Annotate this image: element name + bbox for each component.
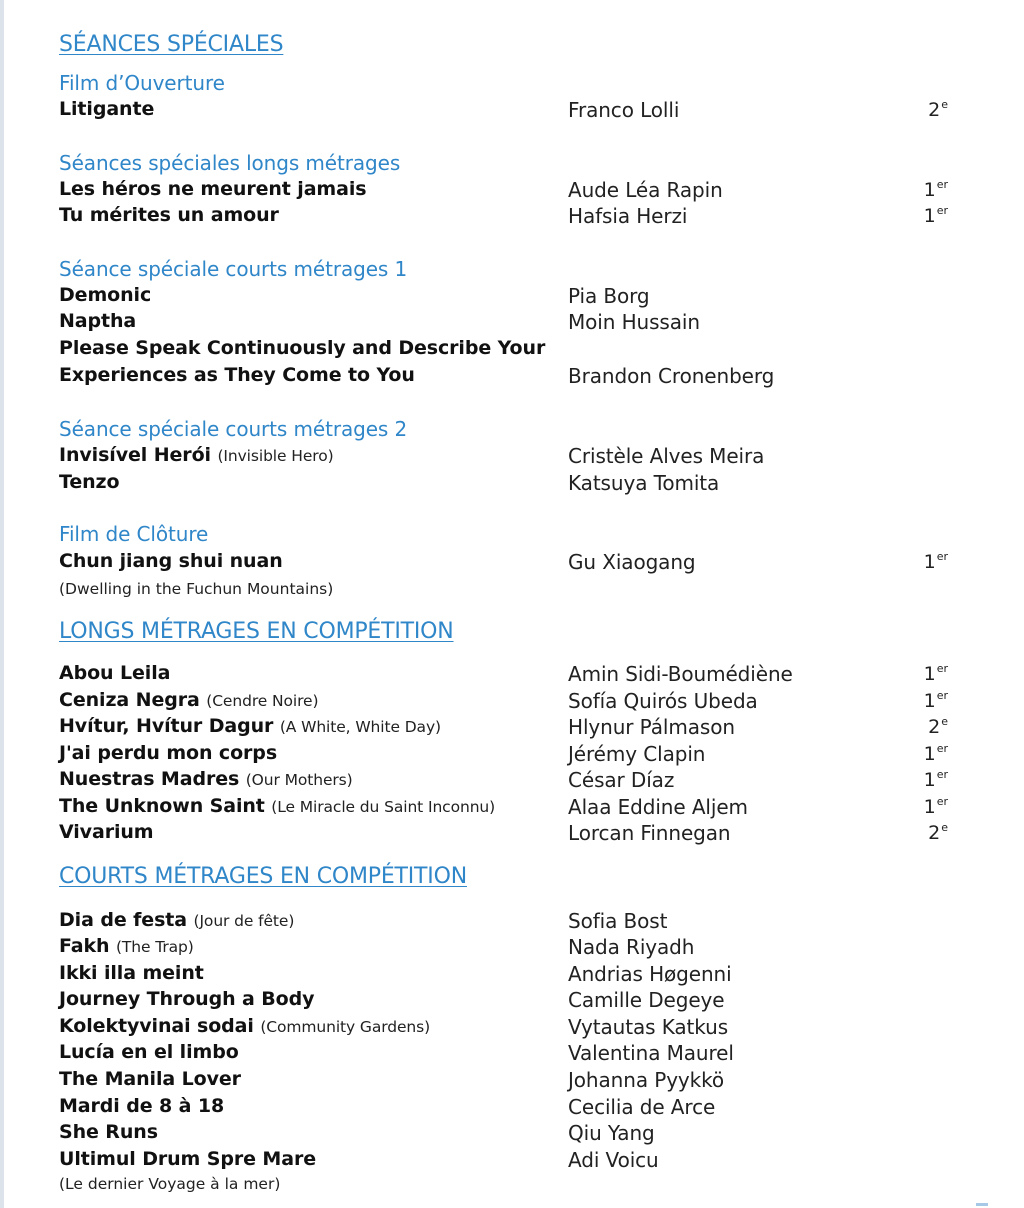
subheading-opening-film: Film d’Ouverture: [59, 71, 225, 95]
film-title: J'ai perdu mon corps: [59, 742, 278, 764]
film-title: The Manila Lover: [59, 1068, 241, 1090]
film-title: Chun jiang shui nuan: [59, 550, 283, 572]
film-title: Kolektyvinai sodai (Community Gardens): [59, 1015, 431, 1037]
film-note: (Dwelling in the Fuchun Mountains): [59, 580, 334, 598]
film-title: Mardi de 8 à 18: [59, 1095, 225, 1117]
film-title: Demonic: [59, 284, 152, 306]
subheading-special-shorts-2: Séance spéciale courts métrages 2: [59, 417, 408, 441]
section-heading-special: SÉANCES SPÉCIALES: [59, 32, 284, 57]
film-title: Ceniza Negra (Cendre Noire): [59, 689, 319, 711]
film-rank: 1er: [923, 768, 948, 791]
film-title: Vivarium: [59, 821, 154, 843]
film-translation: (Jour de fête): [193, 912, 295, 930]
film-rank: 1er: [923, 204, 948, 227]
film-director: Alaa Eddine Aljem: [568, 795, 748, 819]
film-title: Invisível Herói (Invisible Hero): [59, 444, 334, 466]
film-title: Les héros ne meurent jamais: [59, 178, 367, 200]
film-title: Lucía en el limbo: [59, 1041, 239, 1063]
film-director: Moin Hussain: [568, 310, 700, 334]
film-translation: (Community Gardens): [260, 1018, 431, 1036]
film-director: Brandon Cronenberg: [568, 364, 775, 388]
section-heading-features: LONGS MÉTRAGES EN COMPÉTITION: [59, 619, 454, 644]
film-rank: 2e: [928, 98, 948, 121]
film-title: Please Speak Continuously and Describe Your: [59, 337, 546, 359]
film-director: Cristèle Alves Meira: [568, 444, 765, 468]
film-title: Ultimul Drum Spre Mare: [59, 1148, 317, 1170]
film-director: Katsuya Tomita: [568, 471, 720, 495]
film-title: Tenzo: [59, 471, 120, 493]
film-title-line2: Experiences as They Come to You: [59, 364, 415, 386]
film-director: Hafsia Herzi: [568, 204, 688, 228]
film-rank: 1er: [923, 742, 948, 765]
film-translation: (A White, White Day): [279, 718, 441, 736]
film-rank: 1er: [923, 550, 948, 573]
film-rank: 1er: [923, 689, 948, 712]
film-title: Litigante: [59, 98, 155, 120]
film-note: (Le dernier Voyage à la mer): [59, 1175, 281, 1193]
film-rank: 1er: [923, 795, 948, 818]
page-corner-mark: [976, 1203, 988, 1206]
film-rank: 1er: [923, 178, 948, 201]
film-title: Ikki illa meint: [59, 962, 204, 984]
film-director: Franco Lolli: [568, 98, 680, 122]
film-director: Camille Degeye: [568, 988, 725, 1012]
film-title: Journey Through a Body: [59, 988, 315, 1010]
film-title: Dia de festa (Jour de fête): [59, 909, 295, 931]
section-heading-shorts: COURTS MÉTRAGES EN COMPÉTITION: [59, 864, 467, 889]
page-edge: [0, 0, 4, 1208]
film-director: Johanna Pyykkö: [568, 1068, 725, 1092]
film-director: Vytautas Katkus: [568, 1015, 729, 1039]
film-title: Tu mérites un amour: [59, 204, 279, 226]
film-translation: (Le Miracle du Saint Inconnu): [271, 798, 496, 816]
film-translation: (Cendre Noire): [206, 692, 319, 710]
film-title: Fakh (The Trap): [59, 935, 194, 957]
film-director: Cecilia de Arce: [568, 1095, 716, 1119]
subheading-special-features: Séances spéciales longs métrages: [59, 151, 401, 175]
film-director: Lorcan Finnegan: [568, 821, 731, 845]
film-director: Amin Sidi-Boumédiène: [568, 662, 793, 686]
film-title: Abou Leila: [59, 662, 171, 684]
film-title: Hvítur, Hvítur Dagur (A White, White Day): [59, 715, 441, 737]
film-director: Jérémy Clapin: [568, 742, 706, 766]
film-rank: 1er: [923, 662, 948, 685]
subheading-special-shorts-1: Séance spéciale courts métrages 1: [59, 257, 408, 281]
film-director: Sofía Quirós Ubeda: [568, 689, 758, 713]
film-director: Qiu Yang: [568, 1121, 655, 1145]
film-translation: (The Trap): [115, 938, 194, 956]
film-director: Sofia Bost: [568, 909, 668, 933]
subheading-closing-film: Film de Clôture: [59, 522, 209, 546]
film-director: Nada Riyadh: [568, 935, 695, 959]
film-director: Gu Xiaogang: [568, 550, 696, 574]
film-title: The Unknown Saint (Le Miracle du Saint Inconnu): [59, 795, 496, 817]
film-director: Pia Borg: [568, 284, 650, 308]
film-title: Nuestras Madres (Our Mothers): [59, 768, 353, 790]
film-director: Valentina Maurel: [568, 1041, 734, 1065]
film-rank: 2e: [928, 821, 948, 844]
film-rank: 2e: [928, 715, 948, 738]
film-translation: (Our Mothers): [245, 771, 353, 789]
film-director: Aude Léa Rapin: [568, 178, 723, 202]
film-director: Adi Voicu: [568, 1148, 659, 1172]
film-director: Andrias Høgenni: [568, 962, 732, 986]
film-translation: (Invisible Hero): [217, 447, 334, 465]
film-title: She Runs: [59, 1121, 158, 1143]
film-director: César Díaz: [568, 768, 675, 792]
film-title: Naptha: [59, 310, 137, 332]
film-director: Hlynur Pálmason: [568, 715, 735, 739]
